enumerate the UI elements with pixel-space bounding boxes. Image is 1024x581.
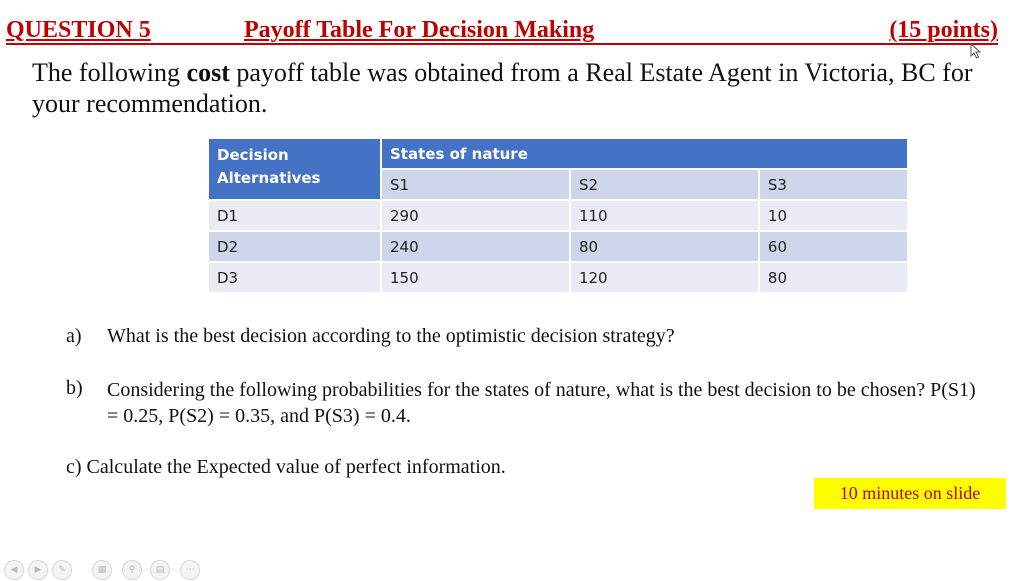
question-b-text: Considering the following probabilities for the states of nature, what is the best decision to be chosen? P(S1) = 0.25, P(S2) = 0.35, and P(S3) = 0.4. [107,379,976,427]
pen-icon[interactable]: ✎ [52,560,72,580]
question-points: (15 points) [889,17,998,43]
subtitles-icon[interactable]: ▤ [150,560,170,580]
decision-label: D1 [209,201,380,230]
payoff-cell: 120 [571,263,758,292]
header-underline [6,43,998,45]
payoff-cell: 60 [760,232,907,261]
payoff-cell: 80 [571,232,758,261]
question-title: Payoff Table For Decision Making [244,17,595,43]
payoff-cell: 150 [382,263,569,292]
question-a-label: a) [66,325,82,347]
payoff-cell: 80 [760,263,907,292]
decision-label: D3 [209,263,380,292]
table-row [209,201,907,230]
more-icon[interactable]: ⋯ [180,560,200,580]
payoff-cell: 240 [382,232,569,261]
payoff-cell: 110 [571,201,758,230]
question-header [6,15,998,45]
question-c: c) Calculate the Expected value of perfect information. [66,456,506,478]
decision-alternatives-header: Decision Alternatives [209,139,380,199]
states-of-nature-header: States of nature [382,139,907,168]
next-icon[interactable]: ▶ [28,560,48,580]
question-b-label: b) [66,377,83,399]
question-a-text: What is the best decision according to the optimistic decision strategy? [107,325,675,347]
slides-icon[interactable]: ▦ [92,560,112,580]
payoff-cell: 290 [382,201,569,230]
prev-icon[interactable]: ◀ [4,560,24,580]
state-header-s3: S3 [760,170,907,199]
payoff-table [207,137,909,294]
table-row [209,232,907,261]
question-number: QUESTION 5 [6,17,151,43]
intro-paragraph [32,57,1002,119]
intro-text-start: The following [32,58,187,87]
time-badge: 10 minutes on slide [814,478,1006,509]
decision-label: D2 [209,232,380,261]
state-header-s2: S2 [571,170,758,199]
state-header-s1: S1 [382,170,569,199]
payoff-cell: 10 [760,201,907,230]
intro-text-end: payoff table was obtained from a Real Estate Agent in Victoria, BC for your recommendation. [32,58,973,118]
zoom-icon[interactable]: ⚲ [122,560,142,580]
table-row [209,263,907,292]
intro-bold-word: cost [186,58,230,87]
